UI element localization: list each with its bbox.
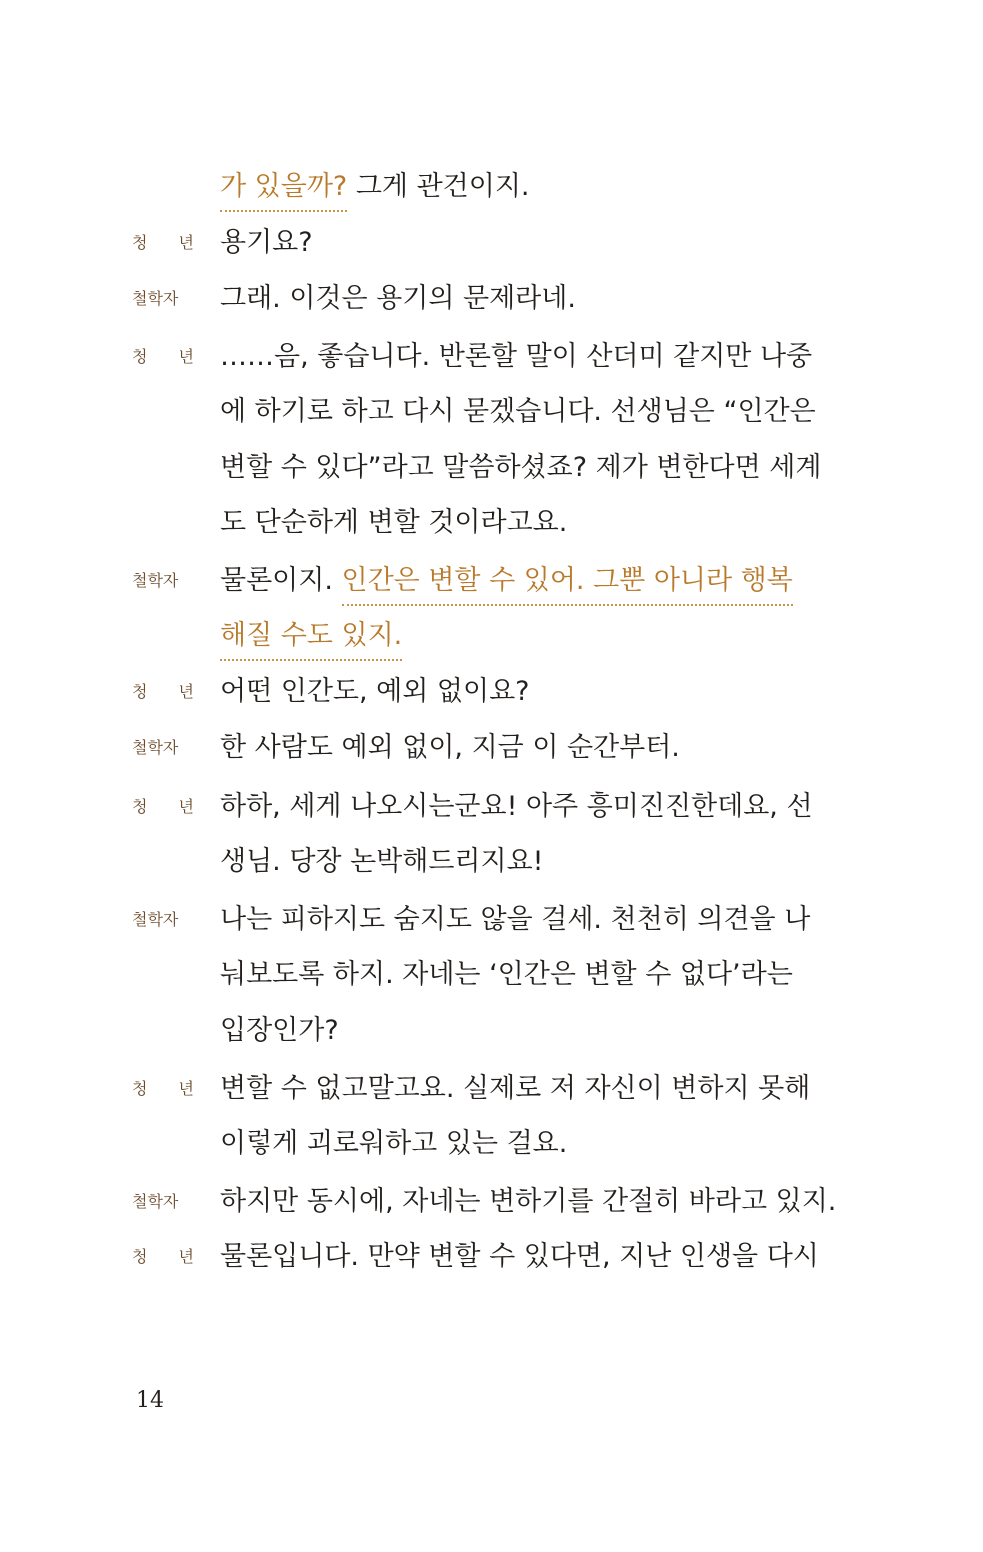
dialogue-text: 에 하기로 하고 다시 묻겠습니다. 선생님은 “인간은	[220, 396, 816, 427]
dialogue-line	[0, 385, 983, 441]
dialogue-line	[0, 1230, 983, 1286]
dialogue-text: 눠보도록 하지. 자네는 ‘인간은 변할 수 없다’라는	[220, 959, 793, 990]
highlighted-text: 해질 수도 있지.	[220, 620, 402, 661]
dialogue-text: 도 단순하게 변할 것이라고요.	[220, 507, 568, 538]
dialogue-line	[0, 330, 983, 386]
dialogue-text: 변할 수 없고말고요. 실제로 저 자신이 변하지 못해	[220, 1073, 811, 1104]
dialogue-line	[0, 1175, 983, 1231]
dialogue-line	[0, 721, 983, 777]
dialogue-line	[0, 1004, 983, 1060]
dialogue-text: 하지만 동시에, 자네는 변하기를 간절히 바라고 있지.	[220, 1186, 837, 1217]
dialogue-line	[0, 780, 983, 836]
speaker-label-youth: 청 년	[132, 1247, 207, 1266]
dialogue-text	[220, 164, 530, 203]
highlighted-text: 가 있을까?	[220, 171, 347, 212]
dialogue-text: 그래. 이것은 용기의 문제라네.	[220, 283, 576, 314]
dialogue-text: ……음, 좋습니다. 반론할 말이 산더미 같지만 나중	[220, 341, 813, 372]
dialogue-line	[0, 609, 983, 665]
dialogue-line	[0, 160, 983, 216]
dialogue-text: 나는 피하지도 숨지도 않을 걸세. 천천히 의견을 나	[220, 904, 811, 935]
speaker-label-youth: 청 년	[132, 682, 207, 701]
speaker-label-philosopher: 철학자	[132, 738, 179, 757]
dialogue-text: 물론입니다. 만약 변할 수 있다면, 지난 인생을 다시	[220, 1241, 819, 1272]
highlighted-text: 인간은 변할 수 있어. 그뿐 아니라 행복	[342, 565, 793, 606]
dialogue-line	[0, 216, 983, 272]
dialogue-line	[0, 893, 983, 949]
speaker-label-youth: 청 년	[132, 1079, 207, 1098]
dialogue-text: 하하, 세게 나오시는군요! 아주 흥미진진한데요, 선	[220, 791, 813, 822]
speaker-label-philosopher: 철학자	[132, 571, 179, 590]
dialogue-text: 입장인가?	[220, 1015, 339, 1046]
dialogue-text: 어떤 인간도, 예외 없이요?	[220, 676, 530, 707]
speaker-label-youth: 청 년	[132, 233, 207, 252]
dialogue-line	[0, 1062, 983, 1118]
dialogue-line	[0, 948, 983, 1004]
dialogue-line	[0, 496, 983, 552]
dialogue-text: 생님. 당장 논박해드리지요!	[220, 846, 544, 877]
dialogue-line	[0, 554, 983, 610]
dialogue-text	[220, 558, 793, 597]
dialogue-text: 변할 수 있다”라고 말씀하셨죠? 제가 변한다면 세계	[220, 452, 822, 483]
speaker-label-philosopher: 철학자	[132, 289, 179, 308]
dialogue-text	[220, 613, 402, 652]
speaker-label-youth: 청 년	[132, 797, 207, 816]
dialogue-text: 용기요?	[220, 227, 313, 258]
speaker-label-philosopher: 철학자	[132, 1192, 179, 1211]
dialogue-line	[0, 272, 983, 328]
dialogue-line	[0, 665, 983, 721]
speaker-label-youth: 청 년	[132, 347, 207, 366]
dialogue-text: 이렇게 괴로워하고 있는 걸요.	[220, 1128, 568, 1159]
dialogue-text: 한 사람도 예외 없이, 지금 이 순간부터.	[220, 732, 680, 763]
dialogue-line	[0, 1117, 983, 1173]
page-number: 14	[136, 1388, 164, 1413]
plain-text: 물론이지.	[220, 565, 342, 596]
plain-text: 그게 관건이지.	[347, 171, 530, 202]
speaker-label-philosopher: 철학자	[132, 910, 179, 929]
dialogue-line	[0, 835, 983, 891]
dialogue-line	[0, 441, 983, 497]
